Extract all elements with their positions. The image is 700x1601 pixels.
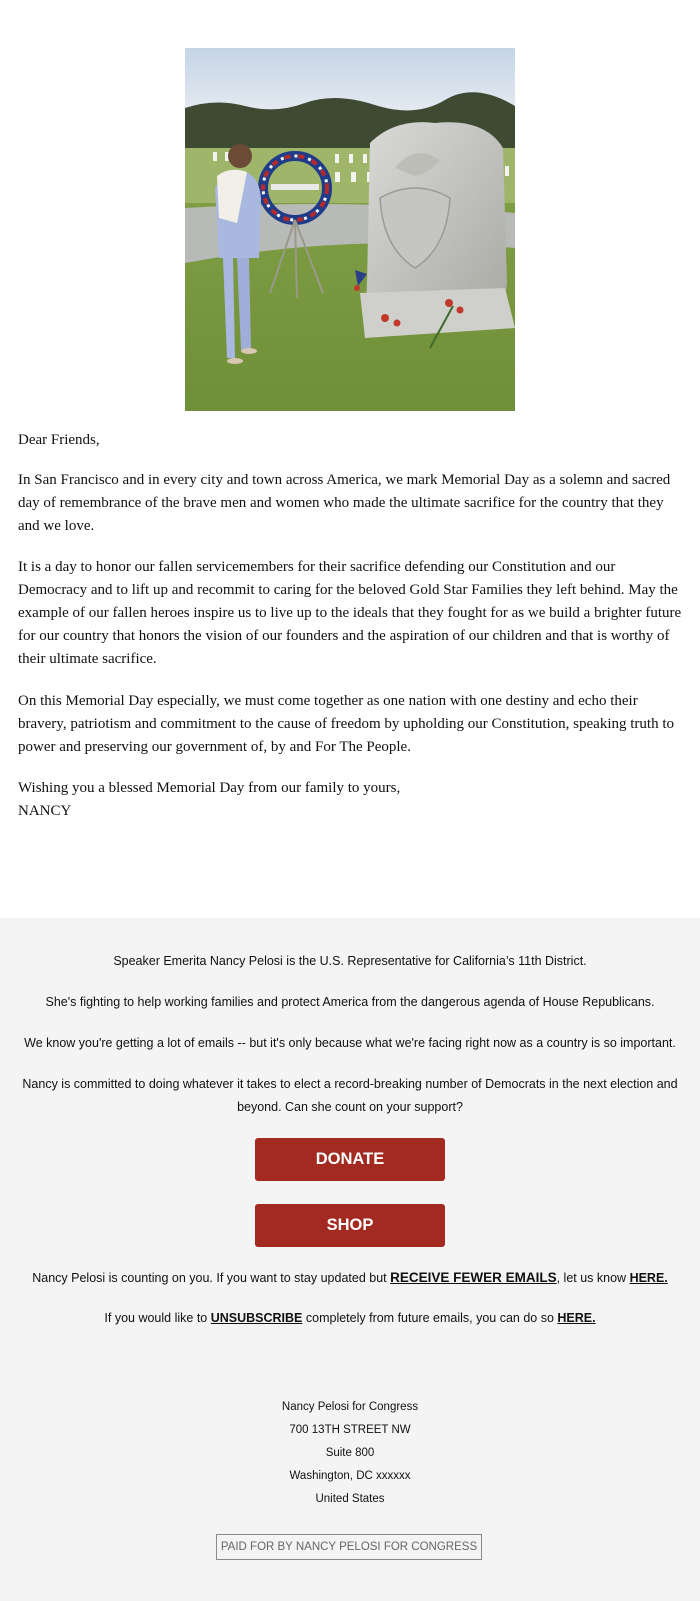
closing-line: Wishing you a blessed Memorial Day from our family to yours, [18, 780, 401, 796]
letter-paragraph: On this Memorial Day especially, we must come together as one nation with one destiny and echo their bravery, patriotism and commitment to the cause of freedom by upholding our Constitution, speaking truth to power and preserving our government of, by and For The People. [18, 693, 674, 755]
letter-paragraph: In San Francisco and in every city and town across America, we mark Memorial Day as a solemn and sacred day of remembrance of the brave men and women who made the ultimate sacrifice for the country that they and we love. [18, 472, 671, 534]
letter-paragraph: It is a day to honor our fallen servicemembers for their sacrifice defending our Constitution and our Democracy and to lift up and recommit to caring for the beloved Gold Star Families they left behind. May the example of our fallen heroes inspire us to live up to the ideals that they fought for as we build a brighter future for our country that honors the vision of our founders and the aspiration of our children and that is worthy of their ultimate sacrifice. [18, 559, 682, 667]
memorial-photo [185, 48, 515, 411]
paid-for-disclaimer: PAID FOR BY NANCY PELOSI FOR CONGRESS [216, 1534, 482, 1560]
footer-line: She's fighting to help working families and protect America from the dangerous agenda of House Republicans. [45, 995, 655, 1009]
fewer-emails-line [20, 1266, 680, 1290]
unsubscribe-text: If you would like to [104, 1311, 211, 1325]
receive-fewer-emails-link[interactable]: RECEIVE FEWER EMAILS [390, 1270, 557, 1285]
address-suite: Suite 800 [325, 1447, 375, 1459]
address-city: Washington, DC xxxxxx [289, 1470, 411, 1482]
footer-line: Nancy is committed to doing whatever it takes to elect a record-breaking number of Democrats in the next election and beyond. Can she count on your support? [22, 1077, 678, 1114]
unsubscribe-text: completely from future emails, you can do so [302, 1311, 558, 1325]
letter-greeting: Dear Friends, [18, 432, 100, 448]
donate-button[interactable]: DONATE [255, 1138, 445, 1181]
unsubscribe-link[interactable]: UNSUBSCRIBE [210, 1311, 303, 1325]
address-country: United States [315, 1493, 385, 1505]
address-org: Nancy Pelosi for Congress [281, 1401, 419, 1413]
footer-line: Speaker Emerita Nancy Pelosi is the U.S. Representative for California’s 11th District. [113, 954, 587, 968]
letter-closing [18, 777, 686, 823]
fewer-emails-text: , let us know [556, 1271, 630, 1285]
address-street: 700 13TH STREET NW [289, 1424, 411, 1436]
unsubscribe-here-link[interactable]: HERE. [557, 1311, 596, 1325]
signature: NANCY [18, 803, 72, 819]
fewer-emails-text: Nancy Pelosi is counting on you. If you want to stay updated but [32, 1271, 391, 1285]
shop-button[interactable]: SHOP [255, 1204, 445, 1247]
footer-line: We know you're getting a lot of emails -- but it's only because what we're facing right now as a country is so important. [24, 1036, 676, 1050]
unsubscribe-line [20, 1307, 680, 1330]
fewer-emails-here-link[interactable]: HERE. [629, 1271, 668, 1285]
